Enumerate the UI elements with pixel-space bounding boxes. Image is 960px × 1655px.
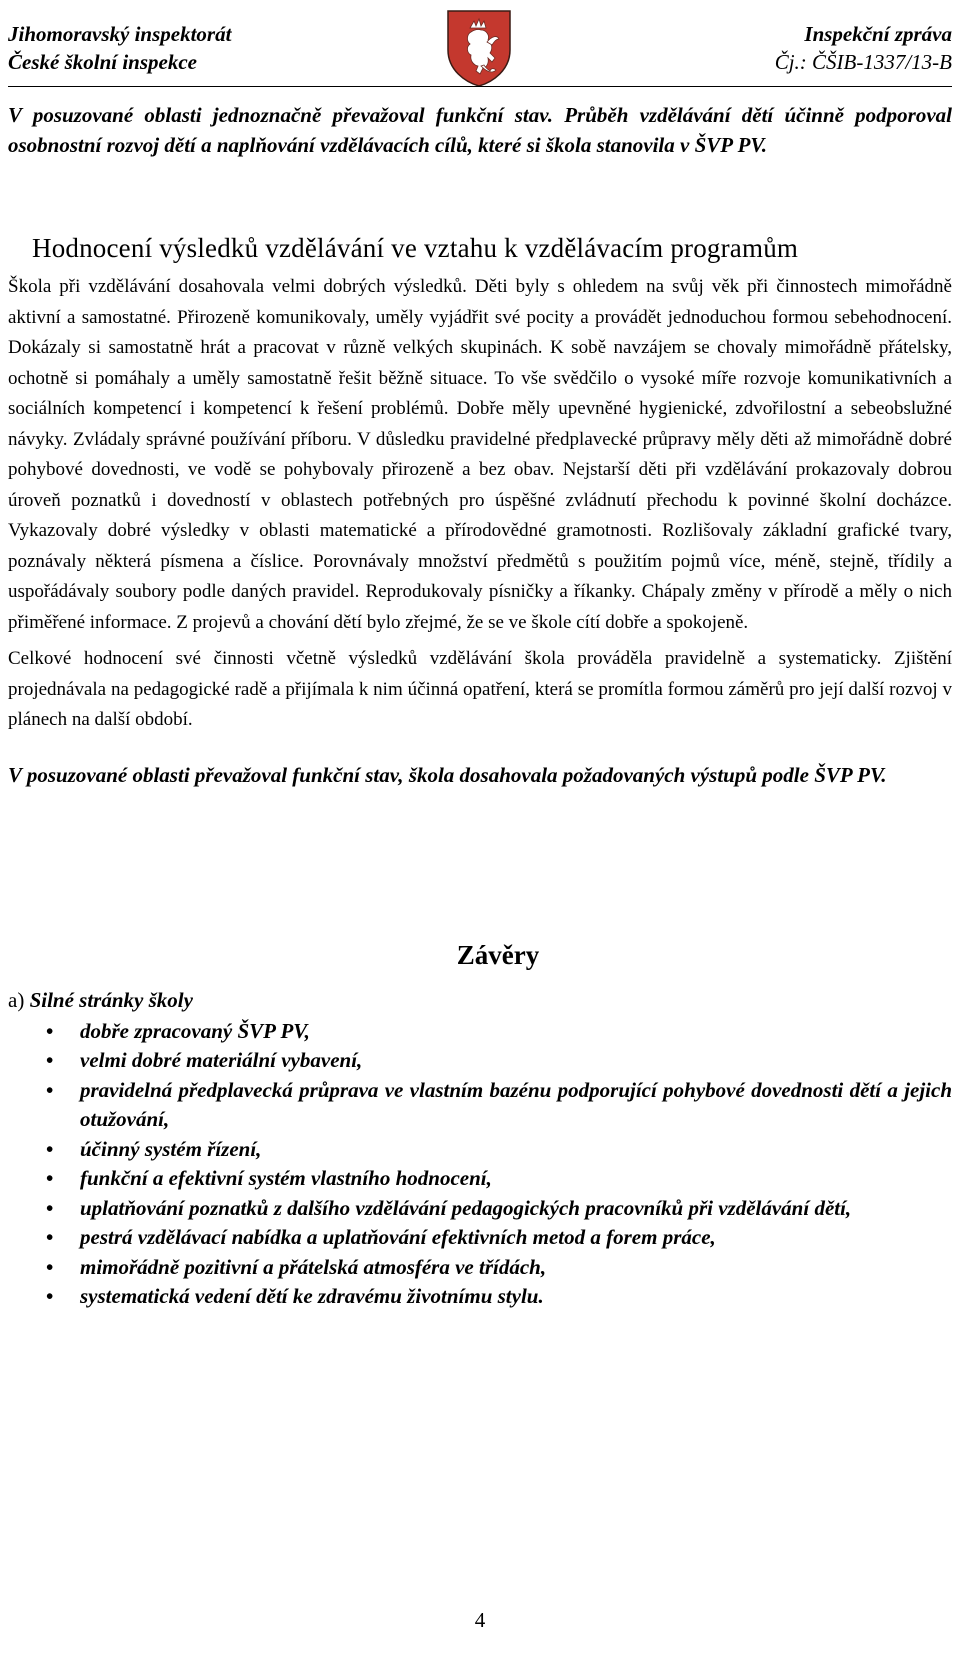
bullet-icon: • [46, 1048, 54, 1072]
page-content [8, 100, 952, 1312]
czech-coat-of-arms-icon [445, 8, 513, 88]
list-item: • dobře zpracovaný ŠVP PV, [8, 1017, 952, 1047]
bullet-icon: • [46, 1136, 54, 1161]
list-item: • uplatňování poznatků z dalšího vzdělávání pedagogických pracovníků při vzdělávání dětí, [8, 1194, 952, 1224]
section-verdict: V posuzované oblasti převažoval funkční stav, škola dosahovala požadovaných výstupů podle ŠVP PV. [8, 762, 887, 787]
list-item: • pravidelná předplavecká průprava ve vlastním bazénu podporující pohybové dovednosti dětí a jejich otužování, [46, 1077, 952, 1131]
bullet-icon: • [46, 1195, 54, 1220]
list-item: • pestrá vzdělávací nabídka a uplatňování efektivních metod a forem práce, [8, 1223, 952, 1253]
inspectorate-name: Jihomoravský inspektorát [8, 22, 232, 46]
self-evaluation-paragraph: Celkové hodnocení své činnosti včetně výsledků vzdělávání škola prováděla pravidelně a systematicky. Zjištění projednávala na pedagogické radě a přijímala k nim účinná opatření, která se promítla formou záměrů pro její další rozvoj v plánech na další období. [8, 648, 952, 730]
bullet-icon: • [46, 1254, 54, 1279]
document-type: Inspekční zpráva [804, 22, 952, 46]
bullet-icon: • [46, 1284, 54, 1308]
page-header [8, 14, 952, 92]
section-title: Hodnocení výsledků vzdělávání ve vztahu k vzdělávacím programům [32, 233, 799, 263]
authority-name: České školní inspekce [8, 50, 197, 74]
bullet-icon: • [46, 1225, 54, 1249]
list-item: • mimořádně pozitivní a přátelská atmosféra ve třídách, [8, 1253, 952, 1283]
list-item: • funkční a efektivní systém vlastního hodnocení, [8, 1164, 952, 1194]
list-item: • velmi dobré materiální vybavení, [8, 1046, 952, 1076]
header-left [8, 20, 231, 76]
subheading-marker: a) [8, 987, 25, 1012]
page-number: 4 [474, 1608, 486, 1632]
list-item: • účinný systém řízení, [8, 1135, 952, 1165]
strengths-list [8, 1017, 952, 1312]
subheading-label: Silné stránky školy [29, 987, 193, 1012]
list-item: • systematická vedení dětí ke zdravému životnímu stylu. [8, 1282, 952, 1312]
bullet-icon: • [46, 1166, 54, 1190]
intro-verdict: V posuzované oblasti jednoznačně převažoval funkční stav. Průběh vzdělávání dětí účinně podporoval osobnostní rozvoj dětí a naplňování vzdělávacích cílů, které si škola stanovila v ŠVP PV. [8, 103, 952, 157]
reference-number: Čj.: ČŠIB-1337/13-B [774, 50, 952, 74]
header-divider [8, 86, 952, 87]
strengths-heading [8, 985, 952, 1015]
conclusions-title: Závěry [456, 939, 540, 970]
header-right [775, 20, 952, 76]
bullet-icon: • [46, 1018, 54, 1043]
bullet-icon: • [46, 1077, 54, 1102]
results-paragraph: Škola při vzdělávání dosahovala velmi dobrých výsledků. Děti byly s ohledem na svůj věk při činnostech mimořádně aktivní a samostatné. Přirozeně komunikovaly, uměly vyjádřit své pocity a provádět jednoduchou formou sebehodnocení. Dokázaly si samostatně hrát a pracovat v různě velkých skupinách. K sobě navzájem se chovaly mimořádně přátelsky, ochotně si pomáhaly a uměly samostatně řešit běžně situace. To vše svědčilo o vysoké míře rozvoje komunikativních a sociálních kompetencí i kompetencí k řešení problémů. Dobře měly upevněné hygienické, zdvořilostní a sebeobslužné návyky. Zvládaly správné používání příboru. V důsledku pravidelné předplavecké průpravy měly děti až mimořádně dobré pohybové dovednosti, ve vodě se pohybovaly přirozeně a bez obav. Nejstarší děti při vzdělávání prokazovaly dobrou úroveň poznatků i dovedností v oblastech potřebných pro úspěšné zvládnutí přechodu k povinné školní docházce. Vykazovaly dobré výsledky v oblasti matematické a přírodovědné gramotnosti. Rozlišovaly základní grafické tvary, poznávaly některá písmena a číslice. Porovnávaly množství předmětů s použitím pojmů více, méně, stejně, třídily a uspořádávaly soubory podle daných pravidel. Reprodukovaly písničky a říkanky. Chápaly změny v přírodě a měly o nich přiměřené informace. Z projevů a chování dětí bylo zřejmé, že se ve škole cítí dobře a spokojeně. [8, 276, 952, 633]
